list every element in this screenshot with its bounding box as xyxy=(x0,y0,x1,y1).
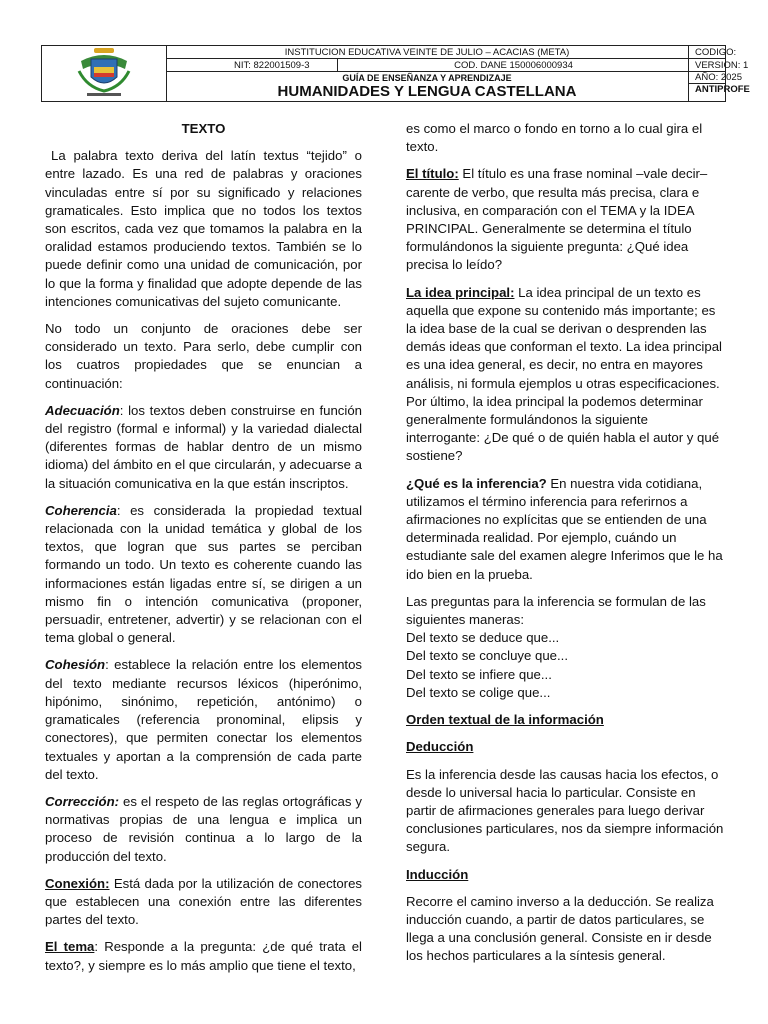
coherencia-text: : es considerada la propiedad textual relacionada con la unidad temática y global de los textos, que logran que sus partes se perciban formando un todo. Un texto es coherente cuando las informaciones están ligadas entre sí, se dirigen a un mismo fin o intención comunicativa (proponer, persuadir, entretener, advertir) y se relacionan con el tema global o general. xyxy=(45,502,362,646)
pregunta-item: Del texto se concluye que... xyxy=(406,648,569,664)
subject-title: HUMANIDADES Y LENGUA CASTELLANA xyxy=(277,83,577,100)
dane-code: COD. DANE 150006000934 xyxy=(337,59,689,72)
tema-paragraph xyxy=(45,938,362,974)
inferencia-paragraph xyxy=(406,475,724,584)
intro-paragraph: La palabra texto deriva del latín textus “tejido” o entre lazado. Es una red de palabras y oraciones vinculadas entre sí por su significado y relaciones gramaticales. Esto implica que no todos los textos son escritos, cada vez que tomamos la palabra en la oralidad estamos produciendo textos. También se lo puede definir como una unidad de comunicación, por lo que la forma y finalidad que adopte depende de las intenciones comunicativas del sujeto comunicante. xyxy=(45,148,362,309)
titulo-text: El título es una frase nominal –vale decir– carente de verbo, que resulta más precisa, clara e inclusiva, en comparación con el TEMA y la IDEA PRINCIPAL. Generalmente se determina el título formulándonos la siguiente pregunta: ¿Qué idea precisa lo leído? xyxy=(406,166,708,273)
pregunta-item: Del texto se infiere que... xyxy=(406,666,552,682)
idea-principal-text: La idea principal de un texto es aquella que expone su contenido más importante; es la idea base de la cual se derivan o desprenden las demás ideas que conforman el texto. La idea principal es una idea general, es decir, no entra en mayores análisis, ni formula ejemplos u otras especificaciones. Por último, la idea principal la podemos determinar generalmente formulándonos la siguiente interrogante: ¿De qué o de quién habla el autor y qué sostiene? xyxy=(406,284,722,464)
nit-number: NIT: 822001509-3 xyxy=(234,60,310,71)
preguntas-intro: Las preguntas para la inferencia se formulan de las siguientes maneras: xyxy=(406,593,706,628)
inferencia-term: ¿Qué es la inferencia? xyxy=(406,475,547,491)
titulo-paragraph xyxy=(406,165,724,274)
right-column xyxy=(406,120,724,975)
coherencia-term: Coherencia xyxy=(45,502,117,518)
version-label: VERSION: 1 xyxy=(688,59,767,71)
cohesion-term: Cohesión xyxy=(45,657,106,673)
left-column xyxy=(45,120,362,984)
school-crest-logo xyxy=(75,47,133,101)
correccion-paragraph xyxy=(45,793,362,866)
tema-text: : Responde a la pregunta: ¿de qué trata el texto?, y siempre es lo más amplio que tiene el texto, xyxy=(45,939,362,973)
codigo-label: CODIGO: xyxy=(688,46,767,59)
correccion-term: Corrección: xyxy=(45,793,120,809)
correccion-text: es el respeto de las reglas ortográficas y normativas propias de una lengua e implica un proceso de revisión continua a lo largo de la producción del texto. xyxy=(45,793,362,864)
conexion-paragraph xyxy=(45,875,362,930)
antiprofe-label: ANTIPROFE xyxy=(688,83,767,101)
coherencia-paragraph xyxy=(45,502,362,648)
tema-continuation: es como el marco o fondo en torno a lo cual gira el texto. xyxy=(406,121,703,155)
idea-principal-paragraph xyxy=(406,284,724,466)
adecuacion-term: Adecuación xyxy=(45,402,120,418)
conexion-text: Está dada por la utilización de conectores que establecen una conexión entre las diferentes partes del texto. xyxy=(45,875,362,928)
inferencia-text: En nuestra vida cotidiana, utilizamos el término inferencia para referirnos a afirmaciones no explícitas que se entienden de una determinada realidad. Por ejemplo, cuándo un estudiante sale del examen alegre Inferimos que le ha ido bien en la prueba. xyxy=(406,475,723,582)
pregunta-item: Del texto se colige que... xyxy=(406,684,551,700)
document-header xyxy=(41,45,750,102)
guide-title: GUÍA DE ENSEÑANZA Y APRENDIZAJE xyxy=(342,73,512,83)
deduccion-paragraph: Es la inferencia desde las causas hacia los efectos, o desde lo universal hacia lo particular. Consiste en partir de afirmaciones generales para luego derivar conclusiones particulares, nos da siempre información segura. xyxy=(406,766,724,855)
adecuacion-text: : los textos deben construirse en función del registro (formal e informal) y la variedad dialectal (diferentes formas de hablar dentro de un mismo idioma) del ámbito en el que circularán, y adecuarse a la situación comunicativa en la que están inscriptos. xyxy=(45,402,362,491)
tema-term: El tema xyxy=(45,939,95,955)
induccion-heading: Inducción xyxy=(406,866,469,882)
titulo-term: El título: xyxy=(406,166,459,182)
idea-principal-term: La idea principal: xyxy=(406,284,515,300)
cohesion-text: : establece la relación entre los elementos del texto mediante recursos léxicos (hiperónimo, hipónimo, sinónimo, repetición, antónimo) o gramaticales (referencia pronominal, elipsis y conectores), que permiten conectar los elementos textuales y aportan a la comprensión de cada parte del texto. xyxy=(45,657,362,782)
preguntas-block xyxy=(406,593,724,702)
adecuacion-paragraph xyxy=(45,402,362,493)
page-title: TEXTO xyxy=(181,121,226,136)
properties-intro-paragraph: No todo un conjunto de oraciones debe ser considerado un texto. Para serlo, debe cumplir con los cuatros propiedades que se enuncian a continuación: xyxy=(45,321,362,391)
deduccion-heading: Deducción xyxy=(406,739,474,755)
pregunta-item: Del texto se deduce que... xyxy=(406,630,560,646)
institution-name: INSTITUCION EDUCATIVA VEINTE DE JULIO – ACACIAS (META) xyxy=(284,47,570,58)
orden-textual-heading: Orden textual de la información xyxy=(406,712,604,728)
induccion-paragraph: Recorre el camino inverso a la deducción. Se realiza inducción cuando, a partir de datos particulares, se llega a una conclusión general. Consiste en ir desde los hechos particulares a la síntesis general. xyxy=(406,893,714,964)
conexion-term: Conexión: xyxy=(45,875,110,891)
cohesion-paragraph xyxy=(45,656,362,783)
year-label: AÑO: 2025 xyxy=(688,71,767,83)
school-logo-cell xyxy=(42,46,167,101)
